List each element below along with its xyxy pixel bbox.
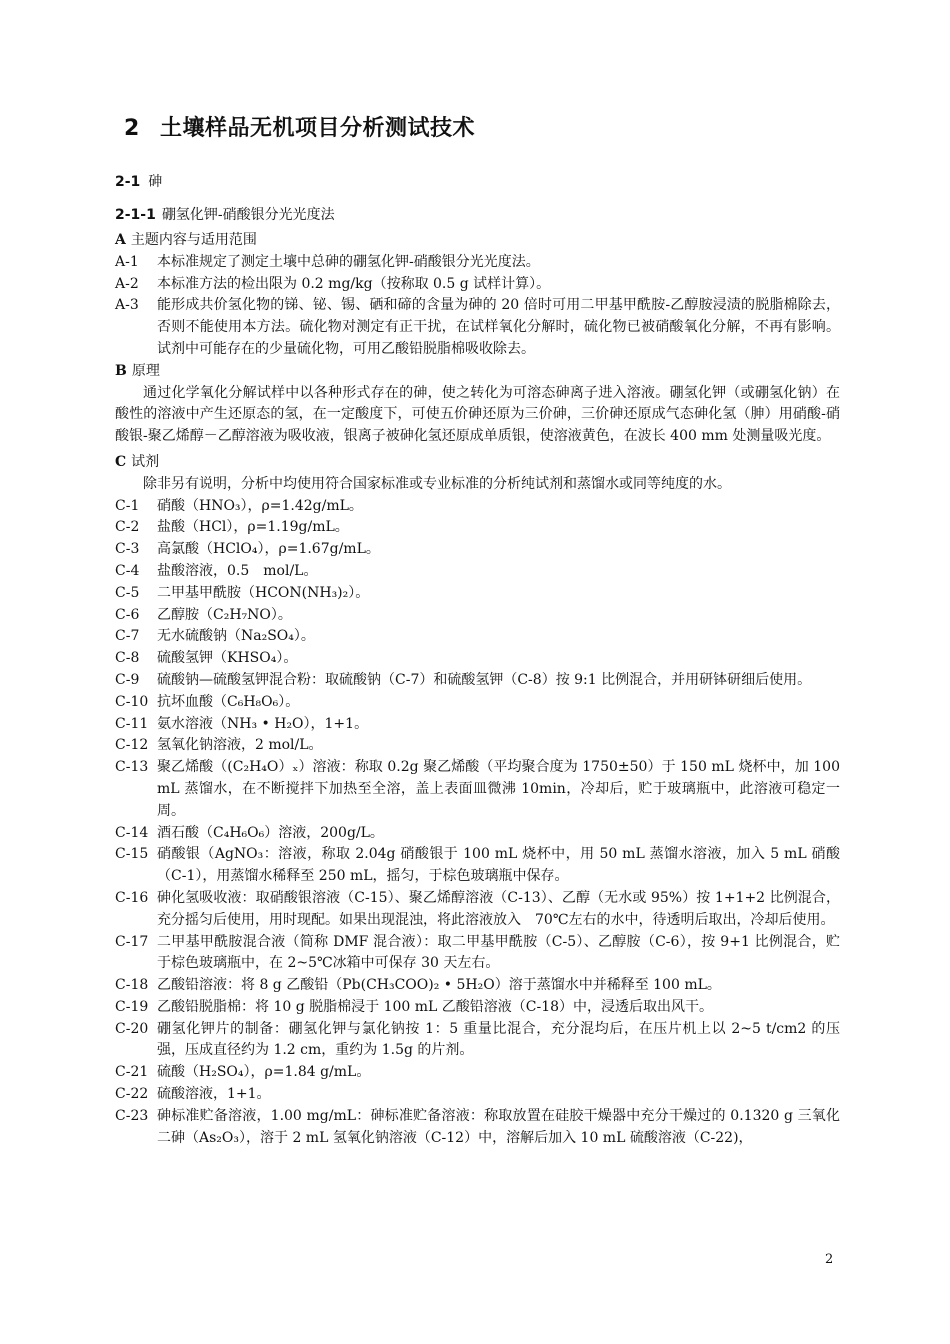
item-text: 乙酸铅溶液：将 8 g 乙酸铅（Pb(CH₃COO)₂ • 5H₂O）溶于蒸馏水中并稀释至 100 mL。 xyxy=(157,977,721,994)
item-label: A-2 xyxy=(115,275,139,292)
list-item xyxy=(115,975,840,997)
item-label: C-11 xyxy=(115,715,149,732)
item-text: 盐酸（HCl），ρ=1.19g/mL。 xyxy=(157,519,349,536)
subsection-heading xyxy=(115,204,335,224)
list-item xyxy=(115,583,840,605)
item-text: 乙酸铅脱脂棉：将 10 g 脱脂棉浸于 100 mL 乙酸铅溶液（C-18）中，浸透后取出风干。 xyxy=(157,998,714,1015)
list-item xyxy=(115,648,840,670)
item-label: C-8 xyxy=(115,650,140,667)
item-text: 乙醇胺（C₂H₇NO）。 xyxy=(157,606,292,623)
item-label: C-7 xyxy=(115,628,140,645)
subsection-title: 硼氢化钾-硝酸银分光光度法 xyxy=(161,207,335,223)
list-item xyxy=(115,295,840,360)
item-label: C-2 xyxy=(115,519,140,536)
item-text: 抗坏血酸（C₆H₈O₆）。 xyxy=(157,693,300,710)
item-text: 能形成共价氢化物的锑、铋、锡、硒和碲的含量为砷的 20 倍时可用二甲基甲酰胺-乙醇胺浸渍的脱脂棉除去，否则不能使用本方法。硫化物对测定有正干扰，在试样氧化分解时，硫化物已被硝酸氧化分解，不再有影响。试剂中可能存在的少量硫化物，可用乙酸铅脱脂棉吸收除去。 xyxy=(157,297,840,357)
item-label: C-12 xyxy=(115,737,149,754)
item-label: C-17 xyxy=(115,933,149,950)
list-item xyxy=(115,932,840,976)
list-item xyxy=(115,757,840,822)
list-item xyxy=(115,274,840,296)
section-b-heading xyxy=(115,361,840,383)
section-c-heading xyxy=(115,452,840,474)
item-label: C-16 xyxy=(115,889,149,906)
section-a-label: A xyxy=(115,232,126,248)
list-item xyxy=(115,888,840,932)
list-item xyxy=(115,561,840,583)
list-item xyxy=(115,844,840,888)
principle-paragraph: 通过化学氧化分解试样中以各种形式存在的砷，使之转化为可溶态砷离子进入溶液。硼氢化钾（或硼氢化钠）在酸性的溶液中产生还原态的氢，在一定酸度下，可使五价砷还原为三价砷，三价砷还原成气态砷化氢（胂）用硝酸-硝酸银-聚乙烯醇－乙醇溶液为吸收液，银离子被砷化氢还原成单质银，使溶液黄色，在波长 400 mm 处测量吸光度。 xyxy=(115,384,840,445)
item-label: C-15 xyxy=(115,846,149,863)
section-title: 砷 xyxy=(148,174,163,190)
item-label: C-3 xyxy=(115,541,140,558)
page-number: 2 xyxy=(825,1252,834,1267)
list-item xyxy=(115,1019,840,1063)
item-text: 硝酸银（AgNO₃：溶液，称取 2.04g 硝酸银于 100 mL 烧杯中，用 50 mL 蒸馏水溶液，加入 5 mL 硝酸（C-1），用蒸馏水稀释至 250 mL，摇匀，于棕色玻璃瓶中保存。 xyxy=(157,846,840,885)
item-text: 硫酸（H₂SO₄），ρ=1.84 g/mL。 xyxy=(157,1064,371,1081)
item-label: C-4 xyxy=(115,562,140,579)
item-text: 氨水溶液（NH₃ • H₂O），1+1。 xyxy=(157,715,369,732)
list-item xyxy=(115,670,840,692)
document-body xyxy=(115,230,840,1149)
item-text: 硫酸溶液，1+1。 xyxy=(157,1086,271,1103)
item-label: C-1 xyxy=(115,497,140,514)
section-c-label: C xyxy=(115,453,127,470)
item-label: A-3 xyxy=(115,297,139,314)
section-heading xyxy=(115,171,162,191)
list-item xyxy=(115,252,840,274)
section-b-title: 原理 xyxy=(131,362,160,379)
section-c-title: 试剂 xyxy=(131,453,160,470)
section-number: 2-1 xyxy=(115,174,141,190)
list-item xyxy=(115,1106,840,1150)
item-label: C-5 xyxy=(115,584,140,601)
item-text: 硫酸氢钾（KHSO₄）。 xyxy=(157,650,298,667)
item-text: 硝酸（HNO₃），ρ=1.42g/mL。 xyxy=(157,497,363,514)
item-text: 本标准方法的检出限为 0.2 mg/kg（按称取 0.5 g 试样计算）。 xyxy=(157,275,551,292)
item-label: A-1 xyxy=(115,253,139,270)
list-item xyxy=(115,517,840,539)
list-item xyxy=(115,626,840,648)
chapter-number: 2 xyxy=(124,116,140,141)
chapter-heading xyxy=(124,111,475,142)
item-text: 本标准规定了测定土壤中总砷的硼氢化钾-硝酸银分光光度法。 xyxy=(157,253,540,270)
item-text: 二甲基甲酰胺（HCON(NH₃)₂）。 xyxy=(157,584,370,601)
item-label: C-9 xyxy=(115,671,140,688)
list-item xyxy=(115,605,840,627)
item-text: 砷化氢吸收液：取硝酸银溶液（C-15）、聚乙烯醇溶液（C-13）、乙醇（无水或 95%）按 1+1+2 比例混合，充分摇匀后使用，用时现配。如果出现混浊，将此溶液放入 70℃左右的水中，待透明后取出，冷却后使用。 xyxy=(157,889,840,928)
item-label: C-21 xyxy=(115,1064,149,1081)
section-b-label: B xyxy=(115,362,127,379)
list-item xyxy=(115,714,840,736)
item-label: C-19 xyxy=(115,998,149,1015)
list-item xyxy=(115,735,840,757)
item-text: 硼氢化钾片的制备：硼氢化钾与氯化钠按 1：5 重量比混合，充分混均后，在压片机上以 2~5 t/cm2 的压强，压成直径约为 1.2 cm，重约为 1.5g 的片剂。 xyxy=(157,1020,840,1059)
item-label: C-20 xyxy=(115,1020,149,1037)
list-item xyxy=(115,997,840,1019)
chapter-title: 土壤样品无机项目分析测试技术 xyxy=(160,116,476,141)
section-a-title: 主题内容与适用范围 xyxy=(130,232,257,248)
list-item xyxy=(115,1084,840,1106)
reagent-intro: 除非另有说明，分析中均使用符合国家标准或专业标准的分析纯试剂和蒸馏水或同等纯度的水。 xyxy=(143,475,731,492)
item-text: 二甲基甲酰胺混合液（简称 DMF 混合液）：取二甲基甲酰胺（C-5）、乙醇胺（C-6），按 9+1 比例混合，贮于棕色玻璃瓶中，在 2~5℃冰箱中可保存 30 天左右。 xyxy=(157,933,840,972)
item-label: C-22 xyxy=(115,1086,149,1103)
item-label: C-18 xyxy=(115,977,149,994)
item-text: 高氯酸（HClO₄），ρ=1.67g/mL。 xyxy=(157,541,380,558)
list-item xyxy=(115,692,840,714)
item-text: 硫酸钠—硫酸氢钾混合粉：取硫酸钠（C-7）和硫酸氢钾（C-8）按 9:1 比例混合，并用研钵研细后使用。 xyxy=(157,671,812,688)
item-text: 聚乙烯酸（(C₂H₄O）ₓ）溶液：称取 0.2g 聚乙烯酸（平均聚合度为 1750±50）于 150 mL 烧杯中，加 100 mL 蒸馏水，在不断搅拌下加热至全溶，盖上表面皿微沸 10min，冷却后，贮于玻璃瓶中，此溶液可稳定一周。 xyxy=(157,759,840,819)
item-text: 酒石酸（C₄H₆O₆）溶液，200g/L。 xyxy=(157,824,384,841)
subsection-number: 2-1-1 xyxy=(115,207,156,223)
item-label: C-6 xyxy=(115,606,140,623)
item-label: C-14 xyxy=(115,824,149,841)
item-text: 砷标准贮备溶液，1.00 mg/mL：砷标准贮备溶液：称取放置在硅胶干燥器中充分干燥过的 0.1320 g 三氧化二砷（As₂O₃），溶于 2 mL 氢氧化钠溶液（C-12）中，溶解后加入 10 mL 硫酸溶液（C-22)， xyxy=(157,1107,840,1146)
list-item xyxy=(115,823,840,845)
item-label: C-13 xyxy=(115,759,149,776)
section-a-heading xyxy=(115,230,840,252)
list-item xyxy=(115,539,840,561)
item-text: 无水硫酸钠（Na₂SO₄）。 xyxy=(157,628,315,645)
list-item xyxy=(115,1062,840,1084)
item-label: C-10 xyxy=(115,693,149,710)
item-label: C-23 xyxy=(115,1107,149,1124)
item-text: 氢氧化钠溶液，2 mol/L。 xyxy=(157,737,323,754)
item-text: 盐酸溶液，0.5 mol/L。 xyxy=(157,562,318,579)
list-item xyxy=(115,496,840,518)
